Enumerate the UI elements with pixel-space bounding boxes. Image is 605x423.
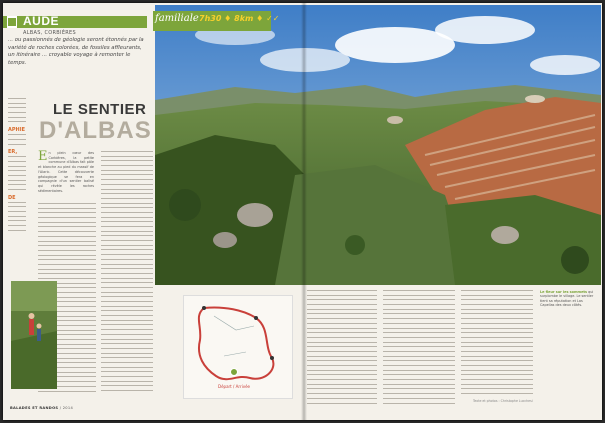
magazine-name: BALADES ET RANDOS: [10, 406, 59, 410]
body-text-start: n plein cœur des Corbières, la petite commune d'Albas fait pâle et blanche au pied du massif de l'Alaric. Cette découverte géologique se fera en compagnie d'un sentier balisé qui révèle les roches sédimentaires.: [38, 151, 94, 193]
map-start-label: Départ / Arrivée: [218, 384, 250, 389]
caption-text: qui surplombe le village. Le sentier tient sa réputation et Las Capellas des deux côtés.: [540, 290, 594, 308]
hike-stats: 7h30 ♦ 8km ♦ ✓✓: [199, 14, 280, 23]
caption-lead: Le fleur sur les sommets: [540, 290, 588, 294]
intro-text: ... ou passionnés de géologie seront étonnés par la variété de roches colorées, de fossiles affleurants, un itinéraire ... croyable voyage à remonter le temps.: [8, 37, 144, 66]
sidebar-red-heading-2: ER,: [8, 149, 18, 156]
right-column-3-lines: [461, 290, 533, 398]
body-column-1: [38, 151, 94, 193]
right-column-1-lines: [307, 290, 377, 407]
photo-credit: Texte et photos : Christophe Lucchesi: [473, 399, 533, 403]
sidebar-red-heading-1: APHIE: [8, 127, 25, 134]
region-marker-inner: [8, 18, 16, 26]
sidebar-column: [8, 98, 30, 235]
hikers-photo: [11, 281, 57, 389]
region-title: AUDE: [23, 14, 60, 28]
magazine-spread: [3, 3, 602, 420]
article-title-line1: LE SENTIER: [53, 101, 147, 118]
article-title-line2: D'ALBAS: [39, 117, 152, 144]
body-column-2-lines: [101, 151, 153, 395]
sidebar-red-heading-3: DE: [8, 194, 16, 201]
photo-caption: [540, 290, 596, 308]
dropcap: E: [38, 149, 48, 164]
difficulty-label: familiale: [155, 13, 199, 24]
landscape-photo: [155, 5, 601, 285]
route-map: [183, 295, 293, 399]
issue-year: 2014: [62, 406, 74, 410]
page-footer: BALADES ET RANDOS / 2014: [10, 406, 74, 410]
right-column-2-lines: [383, 290, 455, 407]
place-subtitle: ALBAS, CORBIÈRES: [23, 30, 76, 36]
